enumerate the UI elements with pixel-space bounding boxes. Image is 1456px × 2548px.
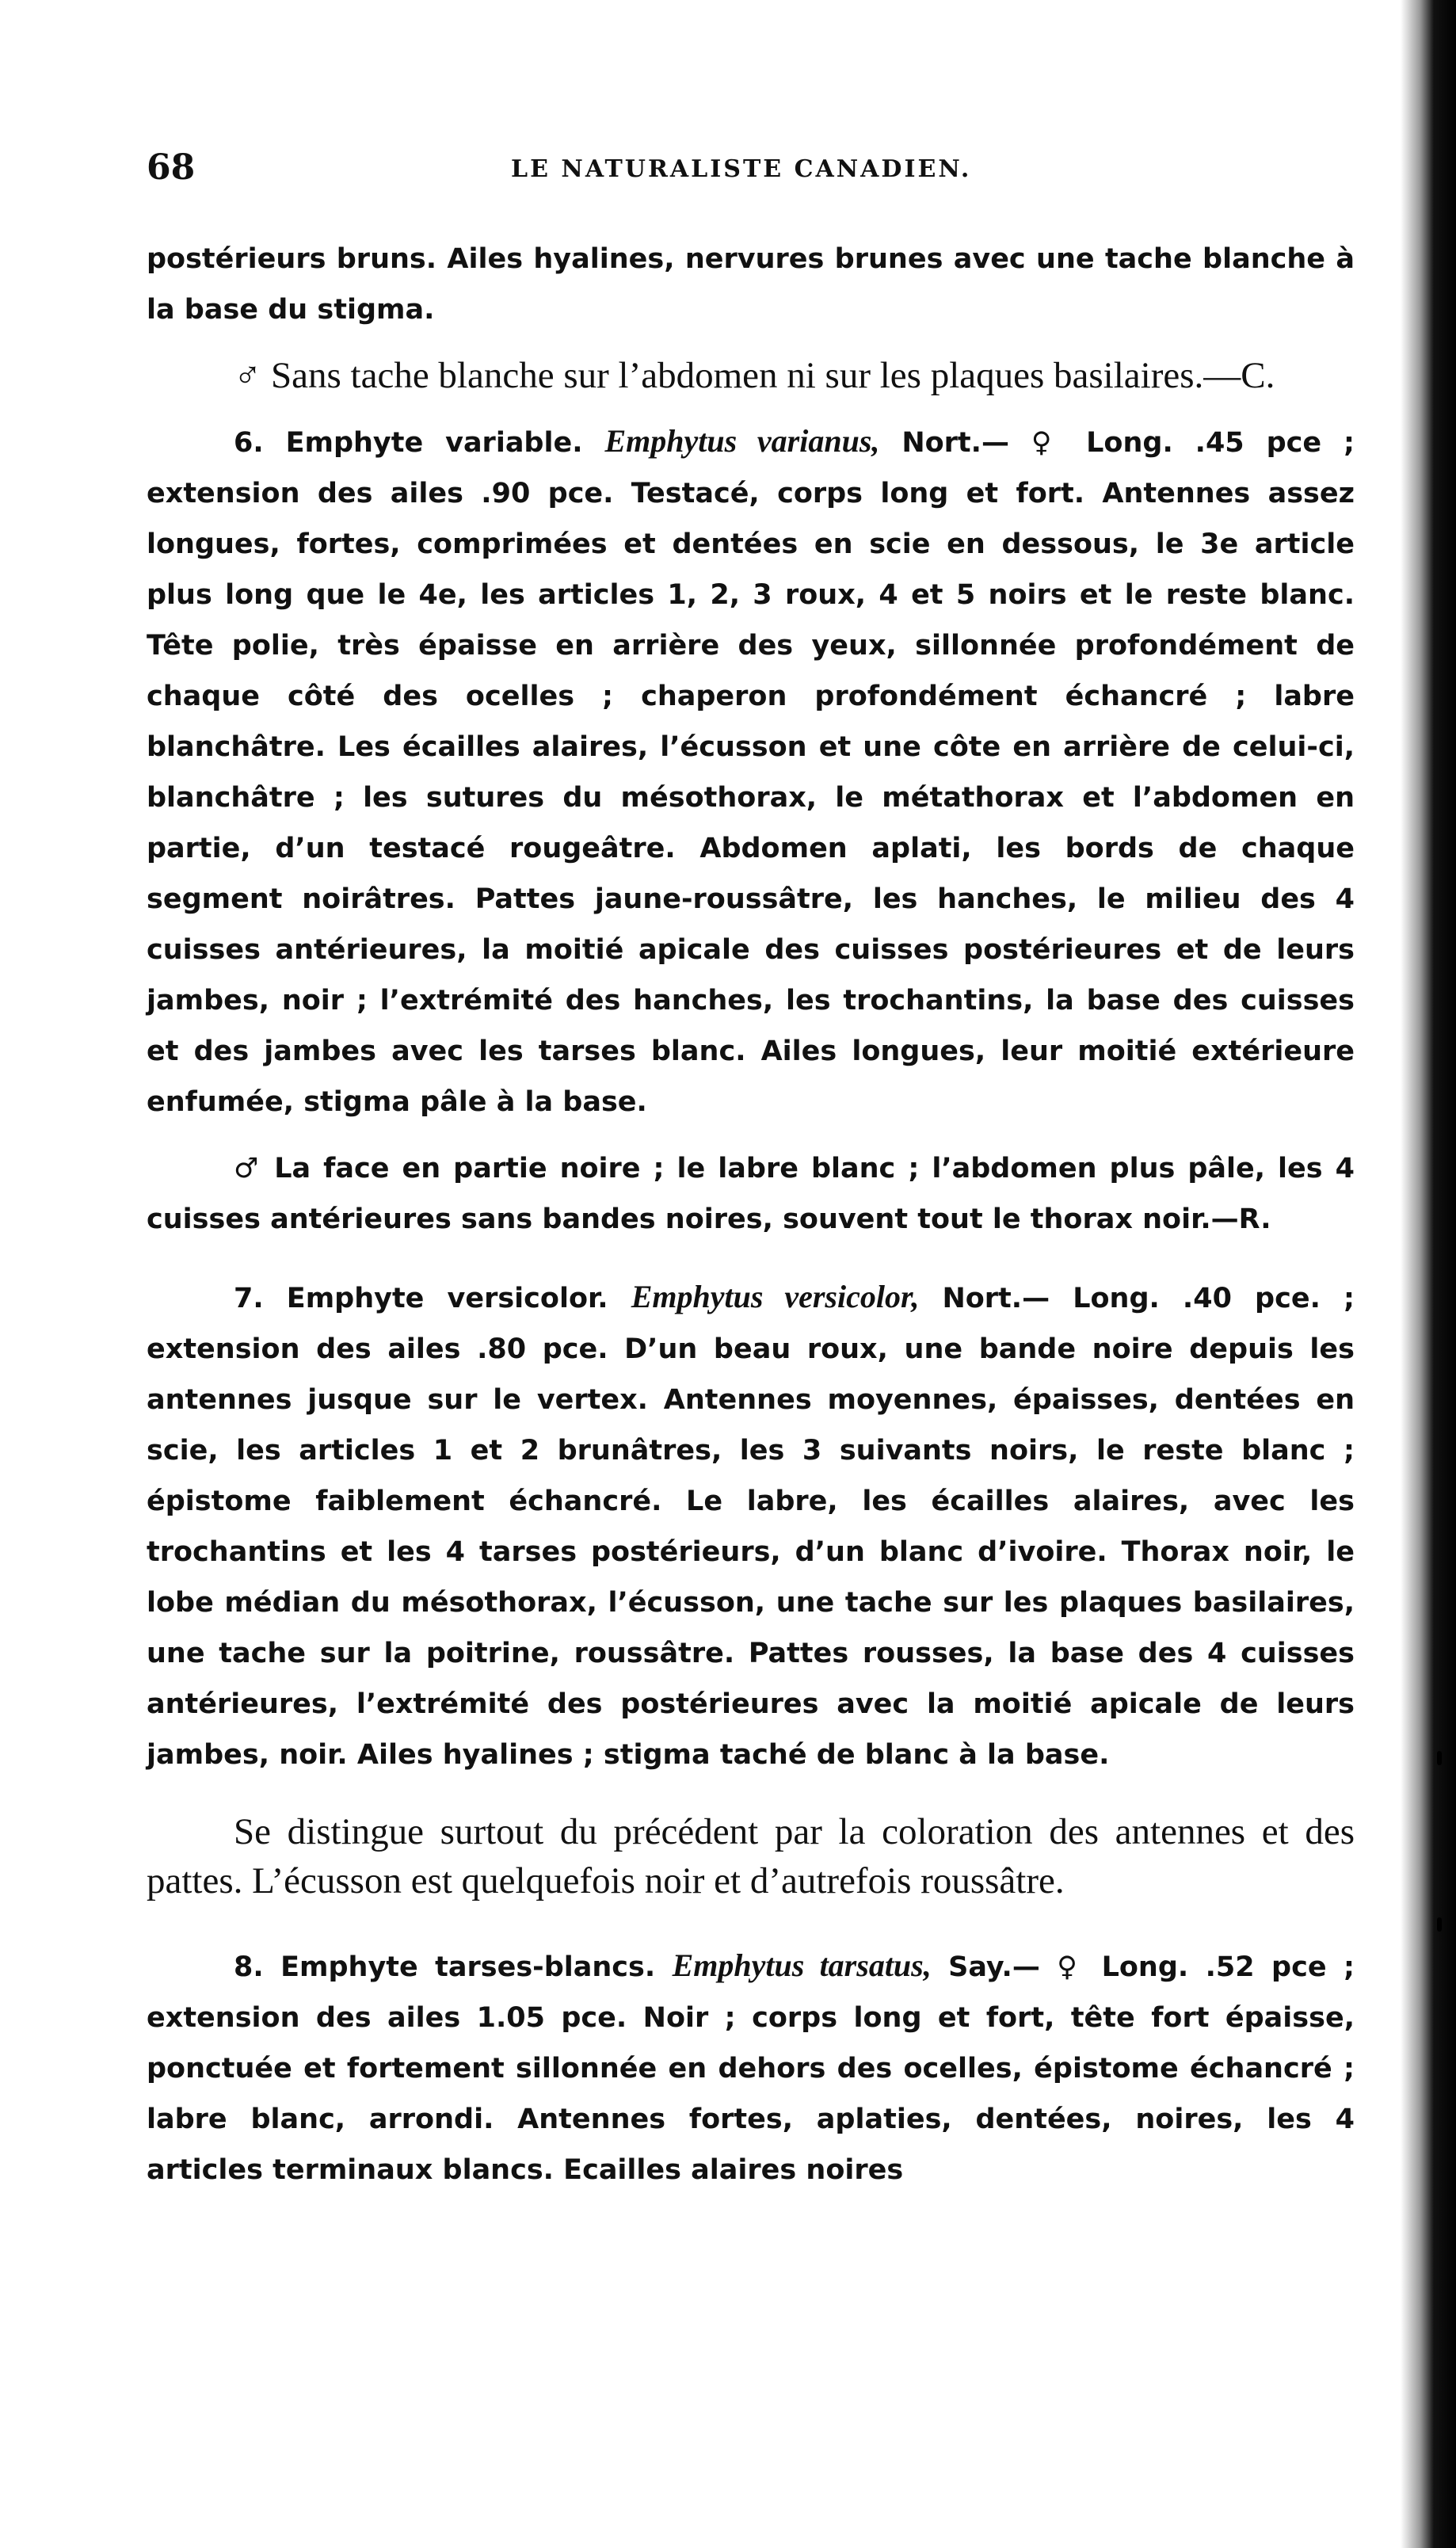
species-description: Nort.— ♀ Long. .45 pce ; extension des ailes .90 pce. Testacé, corps long et fort. Antennes assez longues, fortes, comprimées et dentées en scie en dessous, le 3e article plus long que le 4e, les articles 1, 2, 3 roux, 4 et 5 noirs et le reste blanc. Tête polie, très épaisse en arrière des yeux, sillonnée profondément de chaque côté des ocelles ; chaperon profondément échancré ; labre blanchâtre. Les écailles alaires, l’écusson et une côte en arrière de celui-ci, blanchâtre ; les sutures du mésothorax, le métathorax et l’abdomen en partie, d’un testacé rougeâtre. Abdomen aplati, les bords de chaque segment noirâtres. Pattes jaune-roussâtre, les hanches, le milieu des 4 cuisses antérieures, la moitié apicale des cuisses postérieures et de leurs jambes, noir ; l’extrémité des hanches, les trochantins, la base des cuisses et des jambes avec les tarses blanc. Ailes longues, leur moitié extérieure enfumée, stigma pâle à la base. [147, 427, 1355, 1118]
paragraph-distinction-note: Se distingue surtout du précédent par la coloration des antennes et des pattes. L’écusson est quelquefois noir et d’autrefois roussâtre. [147, 1811, 1355, 1901]
species-entry-7 [147, 1272, 1355, 1780]
paragraph-male-note: ♂ Sans tache blanche sur l’abdomen ni sur les plaques basilaires.—C. [234, 355, 1275, 396]
species-description: Nort.— Long. .40 pce. ; extension des ailes .80 pce. D’un beau roux, une bande noire depuis les antennes jusque sur le vertex. Antennes moyennes, épaisses, dentées en scie, les articles 1 et 2 brunâtres, les 3 suivants noirs, le reste blanc ; épistome faiblement échancré. Le labre, les écailles alaires, avec les trochantins et les 4 tarses postérieurs, d’un blanc d’ivoire. Thorax noir, le lobe médian du mésothorax, l’écusson, une tache sur les plaques basilaires, une tache sur la poitrine, roussâtre. Pattes rousses, la base des 4 cuisses antérieures, l’extrémité des postérieures avec la moitié apicale de leurs jambes, noir. Ailes hyalines ; stigma taché de blanc à la base. [147, 1283, 1355, 1771]
species-common-name: Emphyte variable. [285, 427, 583, 459]
page-header [147, 147, 1351, 195]
page-number: 68 [147, 147, 196, 188]
binding-speck [1437, 1917, 1442, 1932]
species-number: 8. [234, 1951, 264, 1983]
species-entry-8 [147, 1940, 1355, 2195]
species-description: Say.— ♀ Long. .52 pce ; extension des ailes 1.05 pce. Noir ; corps long et fort, tête fort épaisse, ponctuée et fortement sillonnée en dehors des ocelles, épistome échancré ; labre blanc, arrondi. Antennes fortes, aplaties, dentées, noires, les 4 articles terminaux blancs. Ecailles alaires noires [147, 1951, 1355, 2186]
species-entry-6 [147, 416, 1355, 1127]
species-number: 7. [234, 1283, 264, 1314]
species-scientific-name: Emphytus tarsatus, [672, 1947, 932, 1983]
binding-speck [1437, 1751, 1442, 1765]
paragraph-continuation: postérieurs bruns. Ailes hyalines, nervures brunes avec une tache blanche à la base du stigma. [147, 243, 1355, 326]
page-body [147, 234, 1355, 2195]
paragraph-male-note: ♂ La face en partie noire ; le labre blanc ; l’abdomen plus pâle, les 4 cuisses antérieures sans bandes noires, souvent tout le thorax noir.—R. [147, 1153, 1355, 1235]
species-common-name: Emphyte tarses-blancs. [280, 1951, 656, 1983]
running-title: LE NATURALISTE CANADIEN. [511, 155, 972, 183]
species-scientific-name: Emphytus varianus, [604, 423, 880, 459]
page-binding-edge [1401, 0, 1456, 2548]
species-common-name: Emphyte versicolor. [286, 1283, 608, 1314]
species-number: 6. [234, 427, 264, 459]
species-scientific-name: Emphytus versicolor, [631, 1279, 920, 1314]
